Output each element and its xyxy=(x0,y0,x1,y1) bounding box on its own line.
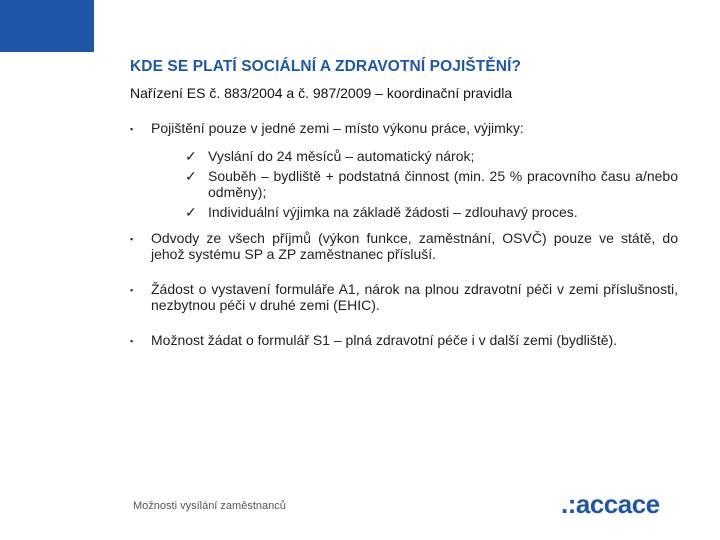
bullet-item xyxy=(130,332,678,348)
bullet-list xyxy=(130,120,678,348)
corner-accent-block xyxy=(0,0,94,52)
bullet-item xyxy=(130,120,678,220)
bullet-text: Odvody ze všech příjmů (výkon funkce, zaměstnání, OSVČ) pouze ve státě, do jehož systému SP a ZP zaměstnanec přísluší. xyxy=(151,230,678,262)
sub-item xyxy=(151,148,678,164)
bullet-item xyxy=(130,281,678,313)
sub-item-text: Souběh – bydliště + podstatná činnost (min. 25 % pracovního času a/nebo odměny); xyxy=(208,168,678,200)
square-bullet-icon: ▪ xyxy=(130,285,134,295)
sub-item xyxy=(151,204,678,220)
square-bullet-icon: ▪ xyxy=(130,124,134,134)
slide-subtitle: Nařízení ES č. 883/2004 a č. 987/2009 – koordinační pravidla xyxy=(130,85,513,101)
accace-logo: .:accace xyxy=(561,489,660,519)
checkmark-icon: ✓ xyxy=(185,148,197,164)
bullet-text: Pojištění pouze v jedné zemi – místo výkonu práce, výjimky: xyxy=(151,120,524,136)
checkmark-icon: ✓ xyxy=(185,168,197,184)
bullet-text: Žádost o vystavení formuláře A1, nárok na plnou zdravotní péči v zemi příslušnosti, nezbytnou péči v druhé zemi (EHIC). xyxy=(151,281,678,313)
checkmark-icon: ✓ xyxy=(185,204,197,220)
footer-caption: Možnosti vysílání zaměstnanců xyxy=(133,500,286,512)
bullet-text: Možnost žádat o formulář S1 – plná zdravotní péče i v další zemi (bydliště). xyxy=(151,332,618,348)
sub-item-text: Individuální výjimka na základě žádosti – zdlouhavý proces. xyxy=(208,204,578,220)
bullet-item xyxy=(130,230,678,262)
square-bullet-icon: ▪ xyxy=(130,234,134,244)
square-bullet-icon: ▪ xyxy=(130,336,134,346)
slide-title: KDE SE PLATÍ SOCIÁLNÍ A ZDRAVOTNÍ POJIŠTĚNÍ? xyxy=(130,58,522,75)
sub-item-text: Vyslání do 24 měsíců – automatický nárok; xyxy=(208,148,475,164)
sub-item xyxy=(151,168,678,200)
sub-list xyxy=(151,148,678,220)
